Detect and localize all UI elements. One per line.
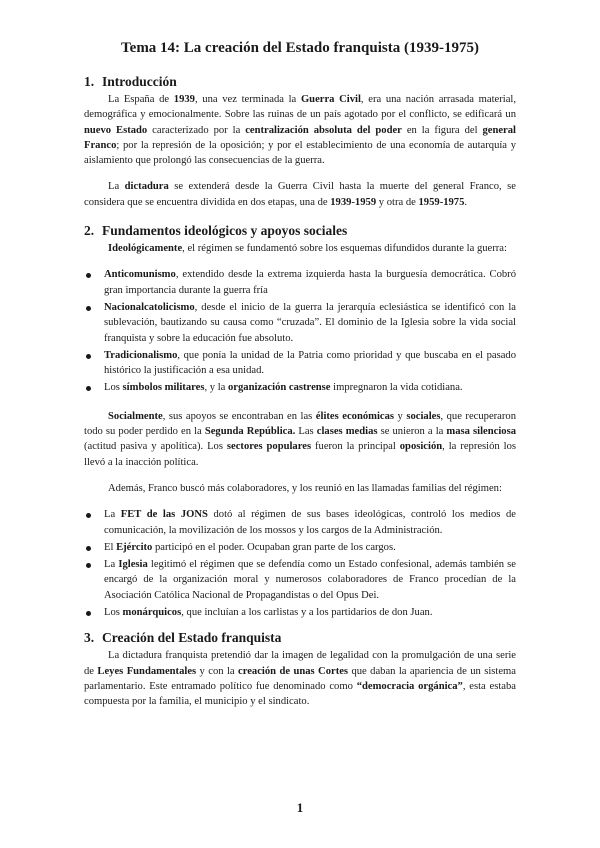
page-number: 1 — [296, 800, 304, 815]
list-item: El Ejército participó en el poder. Ocupaban gran parte de los cargos. — [84, 540, 516, 555]
intro-paragraph-2: La dictadura se extenderá desde la Guerra Civil hasta la muerte del general Franco, se considera que se encuentra dividida en dos etapas, una de 1939-1959 y otra de 1959-1975. — [84, 181, 516, 208]
list-item: Los símbolos militares, y la organización castrense impregnaron la vida cotidiana. — [84, 380, 516, 395]
document-title: Tema 14: La creación del Estado franquista (1939-1975) — [121, 40, 479, 56]
creation-paragraph: La dictadura franquista pretendió dar la imagen de legalidad con la promulgación de una serie de Leyes Fundamentales y con la creación de unas Cortes que daban la apariencia de un sistema parlamentario. Este entramado político fue denominado como “democracia orgánica”, esta estaba compuesta por la familia, el municipio y el sindicato. — [84, 650, 517, 708]
social-paragraph-2: Además, Franco buscó más colaboradores, y los reunió en las llamadas familias del régimen: — [108, 482, 502, 494]
ideology-list — [84, 267, 516, 395]
social-paragraph-1: Socialmente, sus apoyos se encontraban en las élites económicas y sociales, que recuperaron todo su poder perdido en la Segunda República. Las clases medias se unieron a la masa silenciosa (actitud pasiva y apolítica). Los sectores populares fueron la principal oposición, la represión los llevó a la inacción política. — [84, 410, 516, 468]
intro-paragraph-1: La España de 1939, una vez terminada la Guerra Civil, era una nación arrasada material, demográfica y emocionalmente. Sobre las ruinas de un país agotado por el conflicto, se edificará un nuevo Estado caracterizado por la centralización absoluta del poder en la figura del general Franco; por la represión de la oposición; y por el establecimiento de una economía de autarquía y aislamiento que prolongó las consecuencias de la guerra. — [84, 94, 517, 167]
list-item: Tradicionalismo, que ponía la unidad de la Patria como prioridad y que buscaba en el pasado histórico la justificación a esa unidad. — [84, 348, 516, 379]
list-item: Anticomunismo, extendido desde la extrema izquierda hasta la burguesía democrática. Cobró gran importancia durante la guerra fría — [84, 267, 516, 298]
list-item: La Iglesia legitimó el régimen que se defendía como un Estado confesional, además también se encargó de la organización moral y numerosos colaboradores de Franco procedían de la Asociación Católica Nacional de Propagandistas o del Opus Dei. — [84, 557, 516, 603]
list-item: Nacionalcatolicismo, desde el inicio de la guerra la jerarquía eclesiástica se identificó con la sublevación, bautizando su causa como “cruzada”. El dominio de la Iglesia sobre la vida social franquista y sobre la educación fue absoluto. — [84, 300, 516, 346]
regime-families-list — [84, 507, 516, 620]
document-body — [84, 72, 516, 710]
list-item: Los monárquicos, que incluían a los carlistas y a los partidarios de don Juan. — [84, 605, 516, 620]
section-heading-fundamentos: 2. Fundamentos ideológicos y apoyos sociales — [84, 223, 348, 239]
section-heading-introduccion: 1. Introducción — [84, 74, 177, 89]
list-item: La FET de las JONS dotó al régimen de sus bases ideológicas, controló los medios de comunicación, la movilización de los mossos y los cargos de la Administración. — [84, 507, 516, 538]
ideology-lead-paragraph: Ideológicamente, el régimen se fundamentó sobre los esquemas difundidos durante la guerra: — [108, 243, 507, 255]
section-heading-creacion: 3. Creación del Estado franquista — [84, 630, 282, 646]
